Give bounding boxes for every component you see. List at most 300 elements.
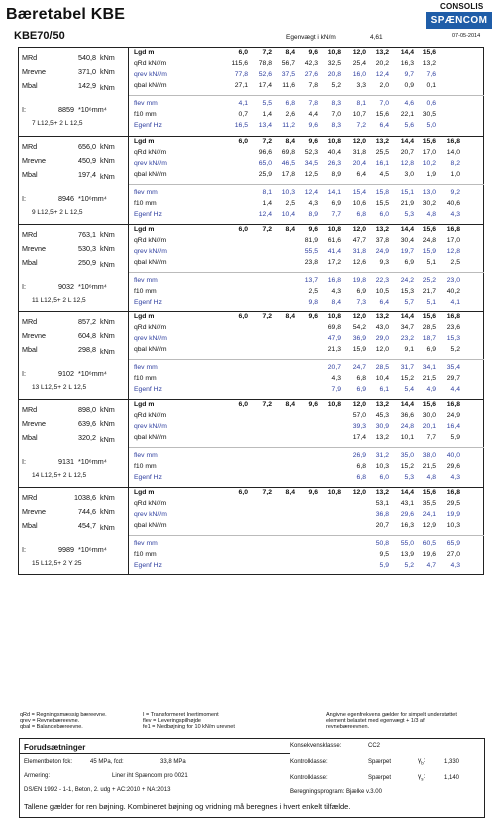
table-cell: 8,4 (285, 226, 295, 233)
table-cell: 30,2 (422, 200, 436, 207)
table-cell: 31,8 (352, 149, 366, 156)
table-cell: 14,4 (400, 313, 414, 320)
mrd-label: MRd (22, 53, 38, 62)
table-row-qrev (130, 423, 482, 433)
table-cell: 69,8 (327, 324, 341, 331)
table-cell: 35,0 (400, 452, 414, 459)
mrevne-label: Mrevne (22, 67, 46, 76)
table-cell: 0,7 (238, 111, 248, 118)
table-cell: 12,0 (352, 49, 366, 56)
table-cell: 12,8 (446, 248, 460, 255)
table-cell: 22,1 (400, 111, 414, 118)
table-cell: 1,4 (262, 200, 272, 207)
row-label: flev mm (134, 452, 158, 459)
row-label: qRd kN//m (134, 324, 167, 331)
table-cell: 13,4 (258, 122, 272, 129)
table-cell: 24,8 (400, 423, 414, 430)
table-cell: 20,8 (327, 71, 341, 78)
mbal-value: 298,8 (78, 345, 96, 354)
table-cell: 15,2 (400, 463, 414, 470)
table-cell: 6,0 (379, 211, 389, 218)
mrevne-label: Mrevne (22, 331, 46, 340)
table-cell: 4,1 (450, 299, 460, 306)
table-cell: 10,8 (327, 313, 341, 320)
mrd-label: MRd (22, 142, 38, 151)
table-cell: 9,5 (379, 551, 389, 558)
mbal-value: 454,7 (78, 521, 96, 530)
table-cell: 9,6 (308, 489, 318, 496)
table-cell: 17,0 (422, 149, 436, 156)
table-cell: 25,5 (375, 149, 389, 156)
inertia-label: I: (22, 457, 26, 466)
table-row-qbal (130, 522, 482, 532)
table-row-qbal (130, 434, 482, 444)
row-group-separator (129, 184, 484, 185)
table-cell: 10,2 (422, 160, 436, 167)
mrevne-value: 604,8 (78, 331, 96, 340)
row-label: qRd kN//m (134, 60, 167, 67)
table-cell: 4,7 (426, 562, 436, 569)
table-row-lgd (130, 138, 482, 148)
table-row-qrev (130, 71, 482, 81)
inertia-label: I: (22, 194, 26, 203)
table-cell: 34,7 (400, 324, 414, 331)
table-cell: 12,4 (304, 189, 318, 196)
table-cell: 15,6 (375, 111, 389, 118)
table-cell: 55,0 (400, 540, 414, 547)
table-cell: 47,9 (327, 335, 341, 342)
footnotes-right: Angivne egenfrekvens gælder for simpelt understøttet element belastet med egenvægt + 1/3 af revnebæreevnen. (326, 712, 457, 730)
table-cell: 20,7 (327, 364, 341, 371)
mrevne-label: Mrevne (22, 244, 46, 253)
table-cell: 6,0 (238, 489, 248, 496)
unit-label: kNm (100, 244, 115, 253)
table-cell: 5,1 (426, 259, 436, 266)
section-separator (18, 399, 484, 400)
table-cell: 3,3 (356, 82, 366, 89)
inertia-label: I: (22, 545, 26, 554)
row-group-separator (129, 535, 484, 536)
table-cell: 5,6 (404, 122, 414, 129)
table-cell: 41,4 (327, 248, 341, 255)
table-cell: 13,2 (375, 138, 389, 145)
control-class-2-label: Kontrolklasse: (290, 775, 328, 781)
table-cell: 4,8 (426, 474, 436, 481)
table-cell: 24,9 (446, 412, 460, 419)
table-cell: 4,4 (308, 111, 318, 118)
unit-label: kNm (100, 419, 115, 428)
table-cell: 8,3 (331, 122, 341, 129)
inertia-value: 9989 (58, 545, 74, 554)
table-cell: 3,0 (404, 171, 414, 178)
row-label: qRd kN//m (134, 149, 167, 156)
table-row-flev (130, 452, 482, 462)
table-cell: 21,9 (400, 200, 414, 207)
self-weight-label: Egenvægt i kN/m (286, 34, 336, 41)
mbal-label: Mbal (22, 170, 38, 179)
table-cell: 36,8 (375, 511, 389, 518)
table-cell: 4,3 (450, 211, 460, 218)
table-cell: 7,2 (262, 313, 272, 320)
reinforcement-value: Liner iht Spæncom pro 0021 (112, 773, 188, 779)
table-row-lgd (130, 313, 482, 323)
table-cell: 115,6 (231, 60, 248, 67)
table-cell: 9,2 (450, 189, 460, 196)
table-cell: 6,9 (356, 288, 366, 295)
table-cell: 10,6 (352, 200, 366, 207)
mbal-label: Mbal (22, 433, 38, 442)
mrd-value: 540,8 (78, 53, 96, 62)
mbal-label: Mbal (22, 345, 38, 354)
table-cell: 12,0 (375, 346, 389, 353)
table-cell: 17,4 (352, 434, 366, 441)
table-row-qrd (130, 412, 482, 422)
row-group-separator (129, 95, 484, 96)
table-cell: 23,6 (446, 324, 460, 331)
table-cell: 24,2 (400, 277, 414, 284)
table-cell: 16,3 (400, 60, 414, 67)
table-cell: 24,1 (422, 511, 436, 518)
table-cell: 40,4 (327, 149, 341, 156)
table-cell: 4,4 (450, 386, 460, 393)
table-cell: 53,1 (375, 500, 389, 507)
table-cell: 5,2 (450, 346, 460, 353)
gamma-s-value: 1,140 (444, 775, 460, 781)
table-cell: 28,5 (375, 364, 389, 371)
table-cell: 30,9 (375, 423, 389, 430)
table-row-flev (130, 100, 482, 110)
gamma-b-symbol: $\gamma_b$: (418, 757, 426, 766)
mrd-value: 1038,6 (74, 493, 96, 502)
table-row-flev (130, 540, 482, 550)
table-cell: 5,3 (404, 474, 414, 481)
spaencom-logo: SPÆNCOM (426, 12, 492, 29)
inertia-label: I: (22, 105, 26, 114)
table-cell: 9,7 (404, 71, 414, 78)
table-cell: 11,6 (282, 82, 295, 89)
gamma-s-symbol: $\gamma_s$: (418, 773, 426, 782)
row-label: f10 mm (134, 111, 157, 118)
mrd-value: 656,0 (78, 142, 96, 151)
row-label: flev mm (134, 189, 158, 196)
unit-label: kNm (100, 156, 115, 165)
table-cell: 22,3 (375, 277, 389, 284)
table-cell: 46,5 (281, 160, 295, 167)
table-cell: 7,2 (262, 489, 272, 496)
table-cell: 24,9 (375, 248, 389, 255)
table-cell: 69,8 (281, 149, 295, 156)
table-cell: 7,0 (331, 111, 341, 118)
table-cell: 43,1 (400, 500, 414, 507)
table-cell: 10,4 (375, 375, 389, 382)
table-cell: 20,2 (375, 60, 389, 67)
table-row-egen (130, 386, 482, 396)
table-cell: 7,8 (308, 82, 318, 89)
mrevne-label: Mrevne (22, 507, 46, 516)
table-cell: 56,7 (281, 60, 295, 67)
table-cell: 28,5 (422, 324, 436, 331)
conditions-box (19, 738, 485, 818)
table-cell: 6,8 (356, 463, 366, 470)
table-cell: 31,2 (375, 452, 389, 459)
table-cell: 52,6 (258, 71, 272, 78)
row-label: qrev kN//m (134, 423, 167, 430)
row-group-separator (129, 359, 484, 360)
table-cell: 36,6 (400, 412, 414, 419)
table-cell: 29,0 (375, 335, 389, 342)
row-label: qbal kN//m (134, 434, 167, 441)
mbal-value: 320,2 (78, 433, 96, 442)
table-cell: 5,2 (331, 82, 341, 89)
table-cell: 31,7 (400, 364, 414, 371)
table-row-f10 (130, 463, 482, 473)
table-row-lgd (130, 401, 482, 411)
table-cell: 5,3 (404, 211, 414, 218)
table-cell: 10,8 (327, 401, 341, 408)
table-cell: 6,8 (356, 375, 366, 382)
table-cell: 2,0 (379, 82, 389, 89)
table-cell: 1,4 (262, 111, 272, 118)
table-cell: 16,8 (446, 401, 460, 408)
table-cell: 7,7 (426, 434, 436, 441)
table-cell: 16,8 (446, 226, 460, 233)
table-row-egen (130, 299, 482, 309)
row-label: Egenf Hz (134, 122, 162, 129)
row-label: Lgd m (134, 401, 155, 408)
table-cell: 7,2 (356, 122, 366, 129)
row-label: flev mm (134, 100, 158, 107)
table-cell: 15,1 (400, 189, 414, 196)
table-cell: 5,0 (426, 122, 436, 129)
table-cell: 0,6 (426, 100, 436, 107)
row-label: Lgd m (134, 138, 155, 145)
standard: DS/EN 1992 - 1-1, Beton, 2. udg + AC:2010 + NA:2013 (24, 787, 171, 793)
unit-label: kNm (100, 331, 115, 340)
control-class-1-label: Kontrolklasse: (290, 759, 328, 765)
table-cell: 16,0 (352, 71, 366, 78)
table-cell: 15,4 (352, 189, 366, 196)
inertia-unit: *10⁶mm⁴ (78, 194, 107, 203)
table-cell: 6,8 (356, 474, 366, 481)
table-cell: 5,9 (450, 434, 460, 441)
table-cell: 37,8 (375, 237, 389, 244)
table-cell: 10,3 (446, 522, 460, 529)
table-row-qrd (130, 149, 482, 159)
table-cell: 8,4 (285, 49, 295, 56)
table-cell: 14,4 (400, 489, 414, 496)
table-cell: 24,8 (422, 237, 436, 244)
table-cell: 36,9 (352, 335, 366, 342)
table-cell: 13,2 (422, 60, 436, 67)
table-cell: 40,2 (446, 288, 460, 295)
table-cell: 6,9 (404, 259, 414, 266)
table-cell: 8,4 (285, 489, 295, 496)
table-row-lgd (130, 489, 482, 499)
table-cell: 10,8 (327, 49, 341, 56)
section-separator (18, 311, 484, 312)
table-cell: 31,8 (352, 248, 366, 255)
table-cell: 26,3 (327, 160, 341, 167)
inertia-value: 9102 (58, 369, 74, 378)
mrd-label: MRd (22, 230, 38, 239)
table-row-qrev (130, 248, 482, 258)
table-cell: 6,4 (379, 122, 389, 129)
table-cell: 78,8 (258, 60, 272, 67)
table-cell: 10,8 (327, 489, 341, 496)
inertia-value: 9131 (58, 457, 74, 466)
table-cell: 7,2 (262, 49, 272, 56)
table-cell: 7,8 (308, 100, 318, 107)
table-row-f10 (130, 111, 482, 121)
inertia-unit: *10⁶mm⁴ (78, 282, 107, 291)
table-cell: 8,9 (331, 171, 341, 178)
table-cell: 65,0 (258, 160, 272, 167)
table-row-egen (130, 562, 482, 572)
table-cell: 10,3 (375, 463, 389, 470)
table-cell: 15,6 (422, 489, 436, 496)
table-cell: 19,9 (446, 511, 460, 518)
table-cell: 0,1 (426, 82, 436, 89)
table-cell: 8,1 (356, 100, 366, 107)
table-cell: 14,4 (400, 49, 414, 56)
page-title: Bæretabel KBE (6, 6, 126, 23)
table-cell: 1,0 (450, 171, 460, 178)
table-cell: 5,7 (404, 299, 414, 306)
table-cell: 15,6 (422, 49, 436, 56)
table-cell: 10,1 (400, 434, 414, 441)
section-separator (18, 136, 484, 137)
footnotes-mid: I = Transformeret Inertimoment flev = Leveringspilhøjde fe1 = Nedbøjning for 10 kN/m urevnet (143, 712, 235, 730)
table-cell: 52,3 (304, 149, 318, 156)
table-cell: 13,2 (375, 49, 389, 56)
table-cell: 15,6 (422, 401, 436, 408)
mbal-value: 142,9 (78, 81, 96, 90)
table-cell: 26,9 (352, 452, 366, 459)
conditions-rule (20, 753, 290, 754)
table-cell: 16,8 (446, 313, 460, 320)
table-cell: 20,4 (352, 160, 366, 167)
conditions-note: Tallene gælder for ren bøjning. Kombineret bøjning og vridning må beregnes i hvert enkelt tilfælde. (24, 802, 351, 811)
table-cell: 34,1 (422, 364, 436, 371)
row-label: qrev kN//m (134, 71, 167, 78)
table-cell: 15,3 (446, 335, 460, 342)
table-cell: 5,5 (262, 100, 272, 107)
table-cell: 16,5 (234, 122, 248, 129)
row-label: qbal kN//m (134, 522, 167, 529)
table-cell: 9,8 (308, 299, 318, 306)
conditions-title: Forudsætninger (24, 743, 86, 752)
table-cell: 19,8 (352, 277, 366, 284)
table-cell: 16,4 (446, 423, 460, 430)
mrevne-value: 450,9 (78, 156, 96, 165)
table-cell: 7,0 (379, 100, 389, 107)
row-group-separator (129, 272, 484, 273)
table-cell: 16,8 (446, 138, 460, 145)
table-cell: 10,7 (352, 111, 366, 118)
table-cell: 29,5 (446, 500, 460, 507)
table-row-qbal (130, 346, 482, 356)
mbal-label: Mbal (22, 81, 38, 90)
mrevne-value: 530,3 (78, 244, 96, 253)
table-cell: 6,9 (331, 200, 341, 207)
unit-label: kNm (100, 230, 115, 239)
unit-label: kNm (100, 405, 115, 414)
table-cell: 25,2 (422, 277, 436, 284)
table-cell: 7,3 (356, 299, 366, 306)
table-row-qbal (130, 171, 482, 181)
table-cell: 23,2 (400, 335, 414, 342)
table-cell: 9,6 (308, 49, 318, 56)
table-cell: 6,0 (238, 138, 248, 145)
row-label: qrev kN//m (134, 248, 167, 255)
unit-label: kNm (100, 172, 115, 181)
row-label: f10 mm (134, 288, 157, 295)
table-row-f10 (130, 551, 482, 561)
row-label: Lgd m (134, 49, 155, 56)
table-row-flev (130, 189, 482, 199)
control-class-2-value: Spærpet (368, 775, 392, 781)
inertia-value: 8946 (58, 194, 74, 203)
consequence-class-value: CC2 (368, 743, 381, 749)
table-row-egen (130, 122, 482, 132)
table-row-flev (130, 364, 482, 374)
gamma-b-value: 1,330 (444, 759, 460, 765)
table-cell: 6,9 (356, 386, 366, 393)
table-cell: 4,3 (308, 200, 318, 207)
reinforcement-label: Armering: (24, 773, 51, 779)
table-cell: 6,0 (238, 313, 248, 320)
table-cell: 12,0 (352, 138, 366, 145)
table-cell: 9,6 (308, 122, 318, 129)
table-cell: 12,6 (352, 259, 366, 266)
table-cell: 20,1 (422, 423, 436, 430)
table-cell: 96,6 (258, 149, 272, 156)
table-cell: 77,8 (234, 71, 248, 78)
table-cell: 5,1 (426, 299, 436, 306)
row-label: qRd kN//m (134, 237, 167, 244)
table-cell: 12,0 (352, 401, 366, 408)
table-row-qrev (130, 160, 482, 170)
table-cell: 29,6 (446, 463, 460, 470)
table-cell: 65,9 (446, 540, 460, 547)
table-row-qrev (130, 335, 482, 345)
table-cell: 8,4 (331, 299, 341, 306)
unit-label: kNm (100, 493, 115, 502)
table-cell: 1,9 (426, 171, 436, 178)
table-cell: 8,4 (285, 138, 295, 145)
table-cell: 32,5 (327, 60, 341, 67)
table-cell: 4,8 (426, 211, 436, 218)
table-cell: 19,7 (400, 248, 414, 255)
table-row-f10 (130, 375, 482, 385)
row-label: Lgd m (134, 313, 155, 320)
mrevne-label: Mrevne (22, 419, 46, 428)
control-class-1-value: Spærpet (368, 759, 392, 765)
table-cell: 29,6 (400, 511, 414, 518)
inertia-unit: *10⁶mm⁴ (78, 457, 107, 466)
row-label: qrev kN//m (134, 160, 167, 167)
table-row-f10 (130, 200, 482, 210)
row-label: qrev kN//m (134, 511, 167, 518)
table-cell: 25,4 (352, 60, 366, 67)
row-label: qbal kN//m (134, 171, 167, 178)
unit-label: kNm (100, 523, 115, 532)
inertia-unit: *10⁶mm⁴ (78, 369, 107, 378)
table-cell: 14,0 (446, 149, 460, 156)
table-cell: 12,0 (352, 489, 366, 496)
unit-label: kNm (100, 347, 115, 356)
row-label: Egenf Hz (134, 211, 162, 218)
